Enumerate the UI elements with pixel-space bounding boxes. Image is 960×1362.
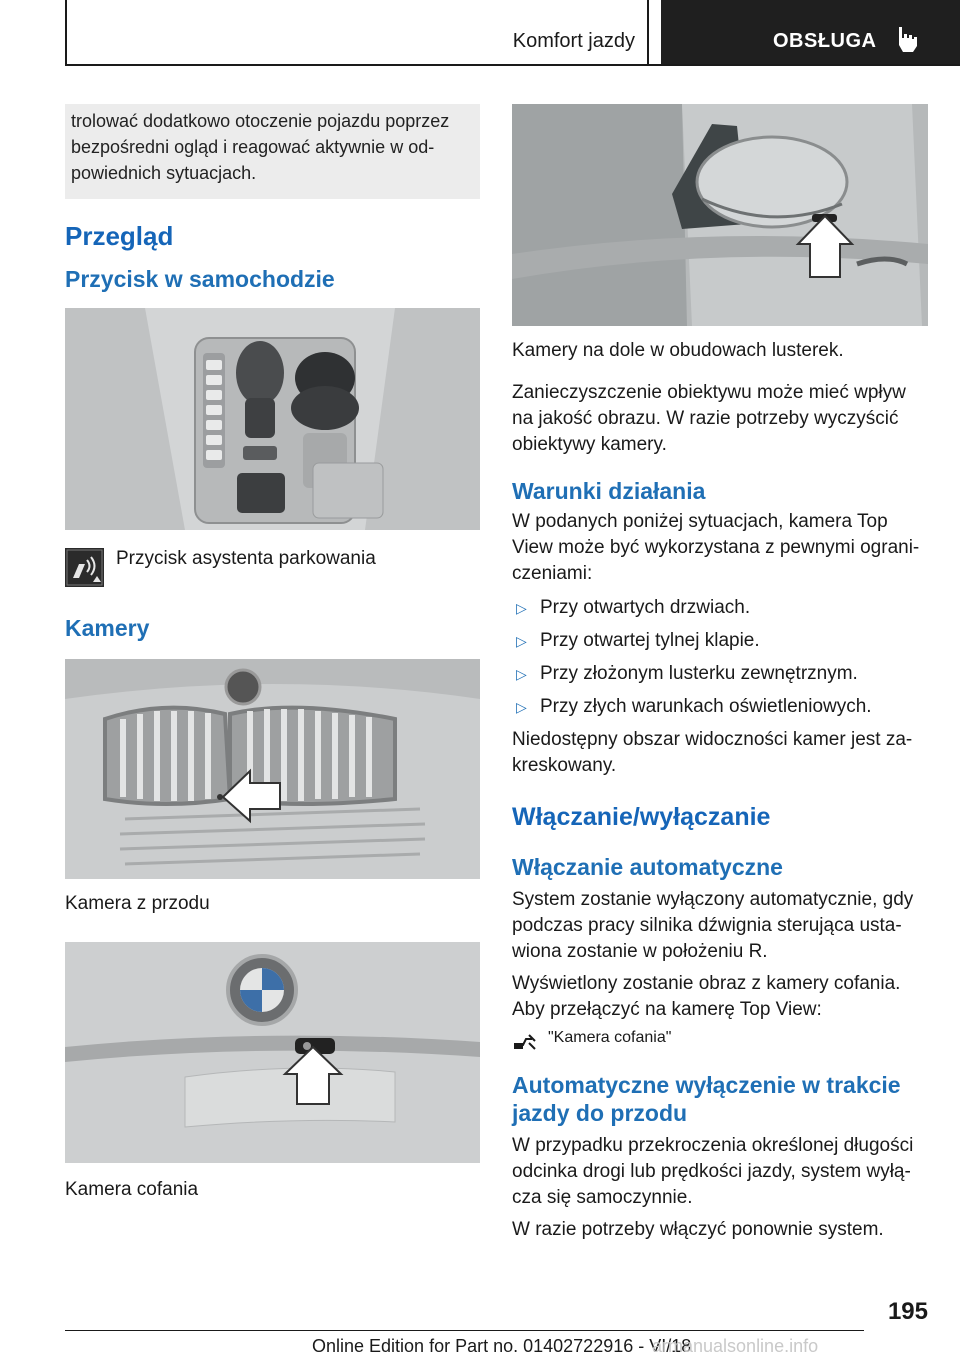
menu-item-text: "Kamera cofania" — [548, 1029, 672, 1046]
menu-item-row — [512, 1029, 928, 1053]
automatic-on-text: System zostanie wyłączony automatycznie, gdy podczas pracy silnika dźwignia sterująca ustawiona zostanie w położeniu R. — [512, 889, 914, 962]
chapter-title: Komfort jazdy — [512, 30, 635, 52]
header-section-tab — [661, 0, 960, 64]
list-item: ▷ Przy otwartej tylnej klapie. — [512, 628, 928, 654]
note-text: trolować dodatkowo otoczenie pojazdu poprzez bezpośredni ogląd i reagować aktywnie w odpowiednich sytuacjach. — [71, 111, 450, 183]
continued-note — [65, 104, 480, 199]
lens-dirt-text: Zanieczyszczenie obiektywu może mieć wpływ na jakość obrazu. W razie potrzeby wyczyścić obiektywy kamery. — [512, 382, 906, 455]
rear-view-text: Wyświetlony zostanie obraz z kamery cofania. Aby przełączyć na kamerę Top View: — [512, 973, 901, 1020]
edition-text: Online Edition for Part no. 01402722916 - VI/18 — [312, 1336, 692, 1356]
automatic-off-text: W przypadku przekroczenia określonej długości odcinka drogi lub prędkości jazdy, system wyłącza się samoczynnie. — [512, 1135, 914, 1208]
heading-automatic-off: Automatyczne wyłączenie w trakcie jazdy do przodu — [512, 1072, 901, 1126]
hatched-area-text: Niedostępny obszar widoczności kamer jest zakreskowany. — [512, 729, 913, 776]
parking-button-legend — [65, 548, 480, 587]
conditions-intro: W podanych poniżej sytuacjach, kamera Top View może być wykorzystana z pewnymi ograniczeniami: — [512, 511, 920, 584]
front-camera-caption: Kamera z przodu — [65, 893, 210, 914]
section-title: OBSŁUGA — [773, 30, 877, 52]
bullet-triangle-icon: ▷ — [516, 699, 527, 715]
mirror-camera-caption: Kamery na dole w obudowach lusterek. — [512, 340, 844, 361]
left-column — [65, 104, 480, 1201]
rear-camera-photo — [65, 942, 480, 1163]
heading-switch-on-off: Włączanie/wyłączanie — [512, 803, 771, 831]
tailgate-illustration — [65, 942, 480, 1163]
footer-rule — [65, 1330, 864, 1331]
heading-button-in-car: Przycisk w samochodzie — [65, 266, 335, 292]
side-mirror-illustration — [512, 104, 928, 326]
header-chapter-box — [65, 0, 649, 64]
watermark-text: armanualsonline.info — [652, 1336, 819, 1356]
front-camera-photo — [65, 659, 480, 879]
parking-assistant-button-icon — [65, 548, 104, 587]
parking-button-caption: Przycisk asystenta parkowania — [116, 548, 376, 569]
center-console-photo — [65, 308, 480, 530]
list-item: ▷ Przy złych warunkach oświetleniowych. — [512, 694, 928, 720]
heading-cameras: Kamery — [65, 615, 150, 641]
list-item: ▷ Przy złożonym lusterku zewnętrznym. — [512, 661, 928, 687]
header-rule — [65, 64, 960, 66]
right-column — [512, 104, 928, 1243]
bullet-triangle-icon: ▷ — [516, 600, 527, 616]
bullet-triangle-icon: ▷ — [516, 633, 527, 649]
page-number: 195 — [887, 1298, 928, 1325]
console-illustration — [65, 308, 480, 530]
heading-automatic-on: Włączanie automatyczne — [512, 854, 783, 880]
reactivate-text: W razie potrzeby włączyć ponownie system. — [512, 1219, 884, 1240]
rear-camera-caption: Kamera cofania — [65, 1179, 199, 1200]
pointing-hand-icon — [893, 24, 923, 54]
rear-camera-icon — [512, 1031, 538, 1053]
front-grille-illustration — [65, 659, 480, 879]
bullet-triangle-icon: ▷ — [516, 666, 527, 682]
heading-operating-conditions: Warunki działania — [512, 478, 706, 504]
mirror-camera-photo — [512, 104, 928, 326]
conditions-list — [512, 595, 928, 720]
list-item: ▷ Przy otwartych drzwiach. — [512, 595, 928, 621]
heading-overview: Przegląd — [65, 221, 174, 251]
